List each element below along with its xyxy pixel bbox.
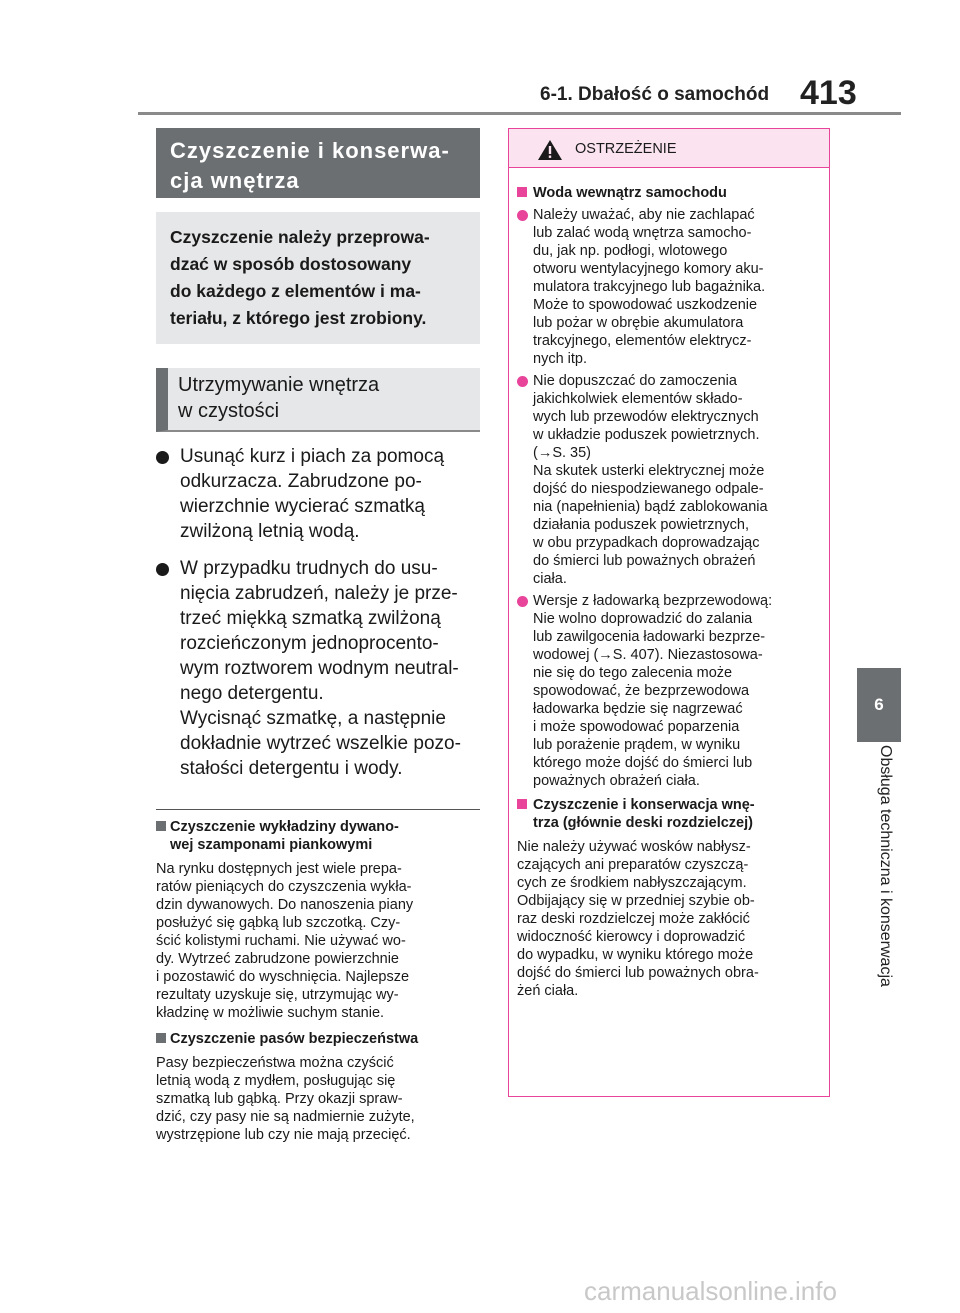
text-line: Nie należy używać wosków nabłysz- <box>517 839 751 855</box>
square-bullet-icon <box>517 187 527 197</box>
header-rule <box>138 112 901 115</box>
text-line: posłużyć się gąbką lub szczotką. Czy- <box>156 915 401 931</box>
text-line: lub zalać wodą wnętrza samocho- <box>533 225 752 241</box>
text-line: Należy uważać, aby nie zachlapać <box>533 207 755 223</box>
text-line: Nie wolno doprowadzić do zalania <box>533 611 753 627</box>
heading-line: wej szamponami piankowymi <box>170 837 373 853</box>
text-line: żeń ciała. <box>517 983 579 999</box>
bullet-line: trzeć miękką szmatką zwilżoną <box>180 608 441 629</box>
bullet-item <box>156 556 480 781</box>
text-line: jakichkolwiek elementów składo- <box>533 391 743 407</box>
section-title <box>156 128 480 198</box>
bullet-line: stałości detergentu i wody. <box>180 758 403 779</box>
warning-bullet <box>517 592 821 790</box>
text-line: i może spowodować poparzenia <box>533 719 740 735</box>
warning-triangle-icon <box>537 139 563 161</box>
heading-line: Czyszczenie wykładziny dywano- <box>170 819 399 835</box>
text-line: raz deski rozdzielczej może zakłócić <box>517 911 750 927</box>
text-line: dzin dywanowych. Do nanoszenia piany <box>156 897 414 913</box>
text-line: spowodować, że bezprzewodowa <box>533 683 750 699</box>
bullet-line: wierzchnie wycierać szmatką <box>180 496 425 517</box>
intro-line: do każdego z elementów i ma- <box>170 281 421 301</box>
text-line: (→S. 35) <box>533 445 592 461</box>
belts-heading <box>156 1030 480 1048</box>
square-bullet-icon <box>156 1033 166 1043</box>
text-line: ciała. <box>533 571 567 587</box>
text-line: Na rynku dostępnych jest wiele prepa- <box>156 861 402 877</box>
square-bullet-icon <box>156 821 166 831</box>
text-line: dojść do niespodziewanego odpale- <box>533 481 764 497</box>
subhead-line: Utrzymywanie wnętrza <box>178 374 380 396</box>
bullet-line: nego detergentu. <box>180 683 324 704</box>
text-line: otworu wentylacyjnego komory aku- <box>533 261 764 277</box>
warning-text <box>517 838 821 1000</box>
text-line: lub zawilgocenia ładowarki bezprze- <box>533 629 766 645</box>
carpet-heading <box>156 818 480 854</box>
text-line: Wersje z ładowarką bezprzewodową: <box>533 593 773 609</box>
text-line: mulatora trakcyjnego lub bagażnika. <box>533 279 766 295</box>
text-line: dy. Wytrzeć zabrudzone powierzchnie <box>156 951 399 967</box>
text-line: i pozostawić do wyschnięcia. Najlepsze <box>156 969 410 985</box>
warning-header <box>509 129 829 168</box>
text-line: kładzinę w możliwie suchym stanie. <box>156 1005 385 1021</box>
text-line: Nie dopuszczać do zamoczenia <box>533 373 737 389</box>
bullet-dot-icon <box>517 376 528 387</box>
square-bullet-icon <box>517 799 527 809</box>
title-line: cja wnętrza <box>170 168 300 193</box>
bullet-dot-icon <box>517 210 528 221</box>
text-line: nie się do tego zalecenia może <box>533 665 733 681</box>
text-line: w układzie poduszek powietrznych. <box>533 427 760 443</box>
heading-line: Czyszczenie pasów bezpieczeństwa <box>170 1031 419 1047</box>
chapter-tab: 6 <box>857 668 901 742</box>
intro-line: dzać w sposób dostosowany <box>170 254 412 274</box>
left-column <box>156 128 480 1144</box>
text-line: do wypadku, w wyniku którego może <box>517 947 754 963</box>
section-header: 6-1. Dbałość o samochód <box>540 84 770 105</box>
belts-text <box>156 1054 480 1144</box>
text-line: dzić, czy pasy nie są nadmiernie zużyte, <box>156 1109 415 1125</box>
text-line: Odbijający się w przedniej szybie ob- <box>517 893 755 909</box>
heading-line: Woda wewnątrz samochodu <box>533 185 727 201</box>
text-line: którego może dojść do śmierci lub <box>533 755 753 771</box>
text-line: ładowarka będzie się nagrzewać <box>533 701 743 717</box>
text-line: ratów pieniących do czyszczenia wykła- <box>156 879 412 895</box>
bullet-line: Wycisnąć szmatkę, a następnie <box>180 708 446 729</box>
bullet-dot-icon <box>156 563 169 576</box>
bullet-line: dokładnie wytrzeć wszelkie pozo- <box>180 733 461 754</box>
bullet-line: W przypadku trudnych do usu- <box>180 558 438 579</box>
text-line: Na skutek usterki elektrycznej może <box>533 463 765 479</box>
watermark: carmanualsonline.info <box>584 1276 837 1306</box>
text-line: działania poduszek powietrznych, <box>533 517 750 533</box>
page-number: 413 <box>800 74 857 112</box>
bullet-item <box>156 444 480 544</box>
divider <box>156 809 480 810</box>
text-line: ścić kolistymi ruchami. Nie używać wo- <box>156 933 406 949</box>
subhead-line: w czystości <box>178 400 280 422</box>
bullet-line: Usunąć kurz i piach za pomocą <box>180 446 445 467</box>
bullet-dot-icon <box>156 451 169 464</box>
text-line: rezultaty uzyskuje się, utrzymując wy- <box>156 987 399 1003</box>
text-line: wystrzępione lub czy nie mają przecięć. <box>156 1127 411 1143</box>
bullet-line: wym roztworem wodnym neutral- <box>180 658 459 679</box>
intro-line: teriału, z którego jest zrobiony. <box>170 308 427 328</box>
text-line: cych ze środkiem nabłyszczającym. <box>517 875 747 891</box>
bullet-line: nięcia zabrudzeń, należy je prze- <box>180 583 458 604</box>
bullet-line: zwilżoną letnią wodą. <box>180 521 360 542</box>
text-line: Może to spowodować uszkodzenie <box>533 297 758 313</box>
bullet-line: rozcieńczonym jednoprocento- <box>180 633 439 654</box>
text-line: letnią wodą z mydłem, posługując się <box>156 1073 396 1089</box>
chapter-label: Obsługa techniczna i konserwacja <box>877 745 894 987</box>
text-line: lub porażenie prądem, w wyniku <box>533 737 741 753</box>
warning-heading <box>517 796 821 832</box>
text-line: widoczność kierowcy i doprowadzić <box>517 929 746 945</box>
title-line: Czyszczenie i konserwa- <box>170 138 450 163</box>
text-line: czających ani preparatów czyszczą- <box>517 857 749 873</box>
warning-bullet <box>517 206 821 368</box>
text-line: lub pożar w obrębie akumulatora <box>533 315 744 331</box>
text-line: trakcyjnego, elementów elektrycz- <box>533 333 752 349</box>
subsection-heading <box>156 368 480 432</box>
warning-bullet <box>517 372 821 588</box>
text-line: du, jak np. podłogi, wlotowego <box>533 243 728 259</box>
heading-line: Czyszczenie i konserwacja wnę- <box>533 797 755 813</box>
warning-heading <box>517 184 821 202</box>
warning-title: OSTRZEŻENIE <box>575 141 677 157</box>
warning-box <box>508 128 830 1097</box>
text-line: nych itp. <box>533 351 587 367</box>
text-line: szmatką lub gąbką. Przy okazji spraw- <box>156 1091 403 1107</box>
text-line: Pasy bezpieczeństwa można czyścić <box>156 1055 394 1071</box>
bullet-dot-icon <box>517 596 528 607</box>
text-line: nia (napełnienia) bądź zablokowania <box>533 499 768 515</box>
text-line: w obu przypadkach doprowadzając <box>533 535 760 551</box>
text-line: dojść do śmierci lub poważnych obra- <box>517 965 759 981</box>
text-line: wodowej (→S. 407). Niezastosowa- <box>533 647 763 663</box>
carpet-text <box>156 860 480 1022</box>
intro-box <box>156 212 480 344</box>
text-line: wych lub przewodów elektrycznych <box>533 409 759 425</box>
warning-body <box>509 168 829 1000</box>
intro-line: Czyszczenie należy przeprowa- <box>170 227 430 247</box>
text-line: do śmierci lub poważnych obrażeń <box>533 553 756 569</box>
heading-line: trza (głównie deski rozdzielczej) <box>533 815 753 831</box>
text-line: poważnych obrażeń ciała. <box>533 773 700 789</box>
bullet-line: odkurzacza. Zabrudzone po- <box>180 471 422 492</box>
